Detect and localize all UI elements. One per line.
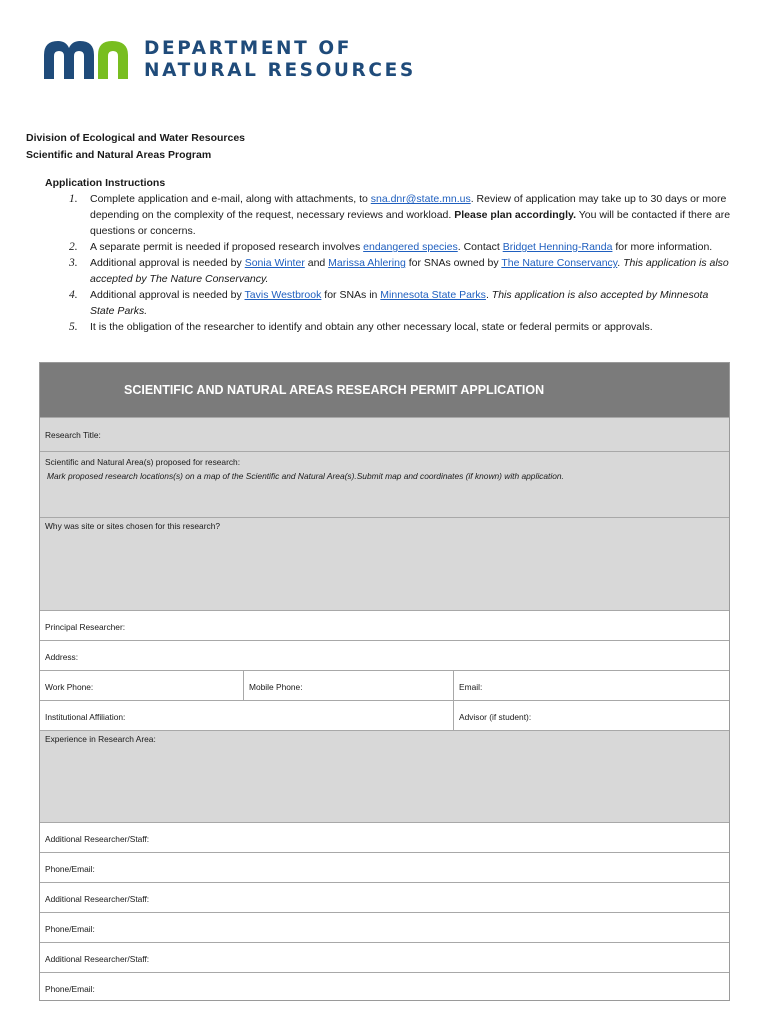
instruction-item-1 <box>45 191 735 239</box>
nature-conservancy-link[interactable]: The Nature Conservancy <box>501 257 618 269</box>
item-text: . Contact <box>457 241 503 253</box>
mobile-phone-field[interactable] <box>243 671 453 700</box>
program-name: Scientific and Natural Areas Program <box>26 149 212 161</box>
item-text: It is the obligation of the researcher to identify and obtain any other necessary local, state or federal permits or approvals. <box>90 321 653 333</box>
additional-researcher-field-1[interactable] <box>40 822 729 852</box>
additional-researcher-label: Additional Researcher/Staff: <box>45 834 150 844</box>
instruction-item-4 <box>45 287 735 319</box>
sna-note: Mark proposed research locations(s) on a map of the Scientific and Natural Area(s).Submit map and coordinates (if known) with application. <box>47 471 564 481</box>
item-text: . Review of application may take up to 30 days or more depending on the complexity of the request, necessary reviews and workload. <box>90 193 727 221</box>
tavis-westbrook-link[interactable]: Tavis Westbrook <box>244 289 322 301</box>
experience-label: Experience in Research Area: <box>45 734 156 744</box>
phone-email-field-3[interactable] <box>40 972 729 1000</box>
item-text: . <box>617 257 624 269</box>
minnesota-state-parks-link[interactable]: Minnesota State Parks <box>380 289 486 301</box>
instructions-list <box>45 191 735 335</box>
item-text: Complete application and e-mail, along with attachments, to <box>90 193 371 205</box>
email-field[interactable] <box>453 671 729 700</box>
item-text: . <box>485 289 492 301</box>
item-text: You will be contacted if there are questions or concerns. <box>90 209 731 237</box>
logo-text <box>144 38 416 82</box>
phone-email-label: Phone/Email: <box>45 984 95 994</box>
division-name: Division of Ecological and Water Resources <box>26 132 245 144</box>
why-site-field[interactable] <box>40 517 729 610</box>
item-number: 3. <box>69 257 78 269</box>
phone-email-field-1[interactable] <box>40 852 729 882</box>
advisor-field[interactable] <box>453 701 729 730</box>
additional-researcher-label: Additional Researcher/Staff: <box>45 954 150 964</box>
permit-application-form <box>39 362 730 1001</box>
item-italic-text: This application is also accepted by Minnesota State Parks. <box>90 289 709 317</box>
address-field[interactable] <box>40 640 729 670</box>
item-italic-text: This application is also accepted by The Nature Conservancy. <box>90 257 729 285</box>
item-text: for SNAs owned by <box>405 257 502 269</box>
item-text: Additional approval is needed by <box>90 257 245 269</box>
item-text: for SNAs in <box>321 289 381 301</box>
advisor-label: Advisor (if student): <box>459 712 532 722</box>
principal-researcher-field[interactable] <box>40 610 729 640</box>
item-text: and <box>304 257 329 269</box>
principal-researcher-label: Principal Researcher: <box>45 622 126 632</box>
logo-line1: DEPARTMENT OF <box>144 38 352 59</box>
email-label: Email: <box>459 682 483 692</box>
bridget-henning-randa-link[interactable]: Bridget Henning-Randa <box>502 241 613 253</box>
experience-field[interactable] <box>40 730 729 822</box>
affiliation-label: Institutional Affiliation: <box>45 712 126 722</box>
item-number: 4. <box>69 289 78 301</box>
instructions-title: Application Instructions <box>45 177 166 189</box>
item-number: 2. <box>69 241 78 253</box>
marissa-ahlering-link[interactable]: Marissa Ahlering <box>328 257 406 269</box>
affiliation-field[interactable] <box>40 701 453 730</box>
phone-email-label: Phone/Email: <box>45 924 95 934</box>
phone-email-label: Phone/Email: <box>45 864 95 874</box>
mobile-phone-label: Mobile Phone: <box>249 682 303 692</box>
why-site-label: Why was site or sites chosen for this research? <box>45 521 221 531</box>
sonia-winter-link[interactable]: Sonia Winter <box>244 257 305 269</box>
research-title-field[interactable] <box>40 417 729 451</box>
item-bold-text: Please plan accordingly. <box>454 209 576 221</box>
logo-line2: NATURAL RESOURCES <box>144 60 416 81</box>
mn-logo-icon <box>42 39 130 81</box>
work-phone-field[interactable] <box>40 671 243 700</box>
item-number: 5. <box>69 321 78 333</box>
item-number: 1. <box>69 193 78 205</box>
additional-researcher-field-2[interactable] <box>40 882 729 912</box>
endangered-species-link[interactable]: endangered species <box>363 241 458 253</box>
phone-email-field-2[interactable] <box>40 912 729 942</box>
instruction-item-3 <box>45 255 735 287</box>
additional-researcher-label: Additional Researcher/Staff: <box>45 894 150 904</box>
item-text: A separate permit is needed if proposed research involves <box>90 241 364 253</box>
sna-proposed-field[interactable] <box>40 451 729 517</box>
instruction-item-2 <box>45 239 735 255</box>
additional-researcher-field-3[interactable] <box>40 942 729 972</box>
affiliation-row <box>40 700 729 730</box>
email-link[interactable]: sna.dnr@state.mn.us <box>370 193 471 205</box>
form-title: SCIENTIFIC AND NATURAL AREAS RESEARCH PERMIT APPLICATION <box>40 363 729 417</box>
research-title-label: Research Title: <box>45 430 101 440</box>
work-phone-label: Work Phone: <box>45 682 94 692</box>
dnr-logo <box>42 38 416 82</box>
application-instructions <box>45 175 735 335</box>
phone-email-row <box>40 670 729 700</box>
instruction-item-5 <box>45 319 735 335</box>
item-text: for more information. <box>612 241 713 253</box>
item-text: Additional approval is needed by <box>90 289 245 301</box>
document-heading <box>26 130 245 164</box>
sna-proposed-label: Scientific and Natural Area(s) proposed for research: <box>45 457 241 467</box>
address-label: Address: <box>45 652 79 662</box>
